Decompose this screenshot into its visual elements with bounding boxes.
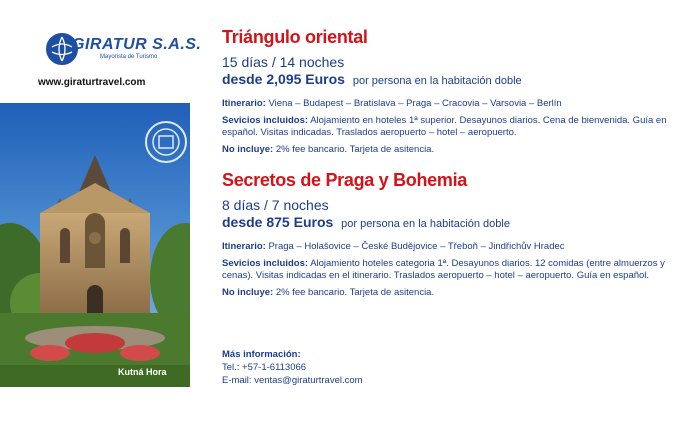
unesco-heritage-icon	[145, 121, 187, 163]
excluded-text: 2% fee bancario. Tarjeta de asitencia.	[275, 143, 435, 155]
brand-tagline: Mayorista de Turismo	[100, 54, 158, 60]
brand-name: GIRATUR S.A.S.	[72, 36, 202, 53]
contact-heading: Más información:	[222, 349, 301, 360]
tour-price-note: por persona en la habitación doble	[352, 75, 522, 87]
itinerary-text: Praga – Holašovice – České Budějovice – Třeboň – Jindřichův Hradec	[268, 241, 565, 252]
tours-section	[222, 26, 692, 299]
excluded-text: 2% fee bancario. Tarjeta de asitencia.	[275, 286, 435, 298]
itinerary-text: Viena – Budapest – Bratislava – Praga – Cracovia – Varsovia – Berlín	[268, 98, 562, 109]
tour-price: desde 2,095 Euros	[222, 71, 345, 87]
tour-price-line	[222, 214, 692, 233]
brand-logo	[46, 28, 202, 68]
contact-block	[222, 348, 363, 387]
tour-included	[222, 115, 692, 140]
cathedral-photo	[0, 103, 190, 387]
tour-title: Secretos de Praga y Bohemia	[222, 170, 468, 190]
itinerary-label: Itinerario:	[222, 241, 266, 252]
included-text: Alojamiento hoteles categoria 1ª. Desayunos diarios. 12 comidas (entre almuerzos y cenas). Visitas indicadas en el itinerario. Traslados aeropuerto – hotel – aeropuerto. Guía en español.	[222, 257, 665, 281]
included-text: Alojamiento en hoteles 1ª superior. Desayunos diarios. Cena de bienvenida. Guía en español. Visitas indicadas. Traslados aeropuerto – hotel – aeropuerto.	[222, 114, 667, 138]
tour-card	[222, 26, 692, 156]
tour-itinerary	[222, 241, 692, 254]
website-link[interactable]: www.giraturtravel.com	[38, 77, 146, 88]
included-label: Sevicios incluidos:	[222, 114, 309, 126]
contact-email[interactable]: E-mail: ventas@giraturtravel.com	[222, 375, 363, 386]
tour-included	[222, 258, 692, 283]
itinerary-label: Itinerario:	[222, 98, 266, 109]
tour-duration: 8 días / 7 noches	[222, 197, 329, 213]
tour-title: Triángulo oriental	[222, 27, 368, 47]
included-label: Sevicios incluidos:	[222, 257, 309, 269]
tour-price: desde 875 Euros	[222, 214, 334, 230]
tour-excluded	[222, 287, 692, 300]
photo-caption: Kutná Hora	[118, 367, 167, 377]
tour-duration: 15 días / 14 noches	[222, 54, 345, 70]
tour-itinerary	[222, 98, 692, 111]
excluded-label: No incluye:	[222, 286, 274, 298]
tour-price-line	[222, 71, 692, 90]
tour-card	[222, 169, 692, 299]
contact-phone[interactable]: Tel.: +57-1-6113066	[222, 362, 307, 373]
tour-excluded	[222, 144, 692, 157]
excluded-label: No incluye:	[222, 143, 274, 155]
tour-price-note: por persona en la habitación doble	[341, 218, 510, 230]
